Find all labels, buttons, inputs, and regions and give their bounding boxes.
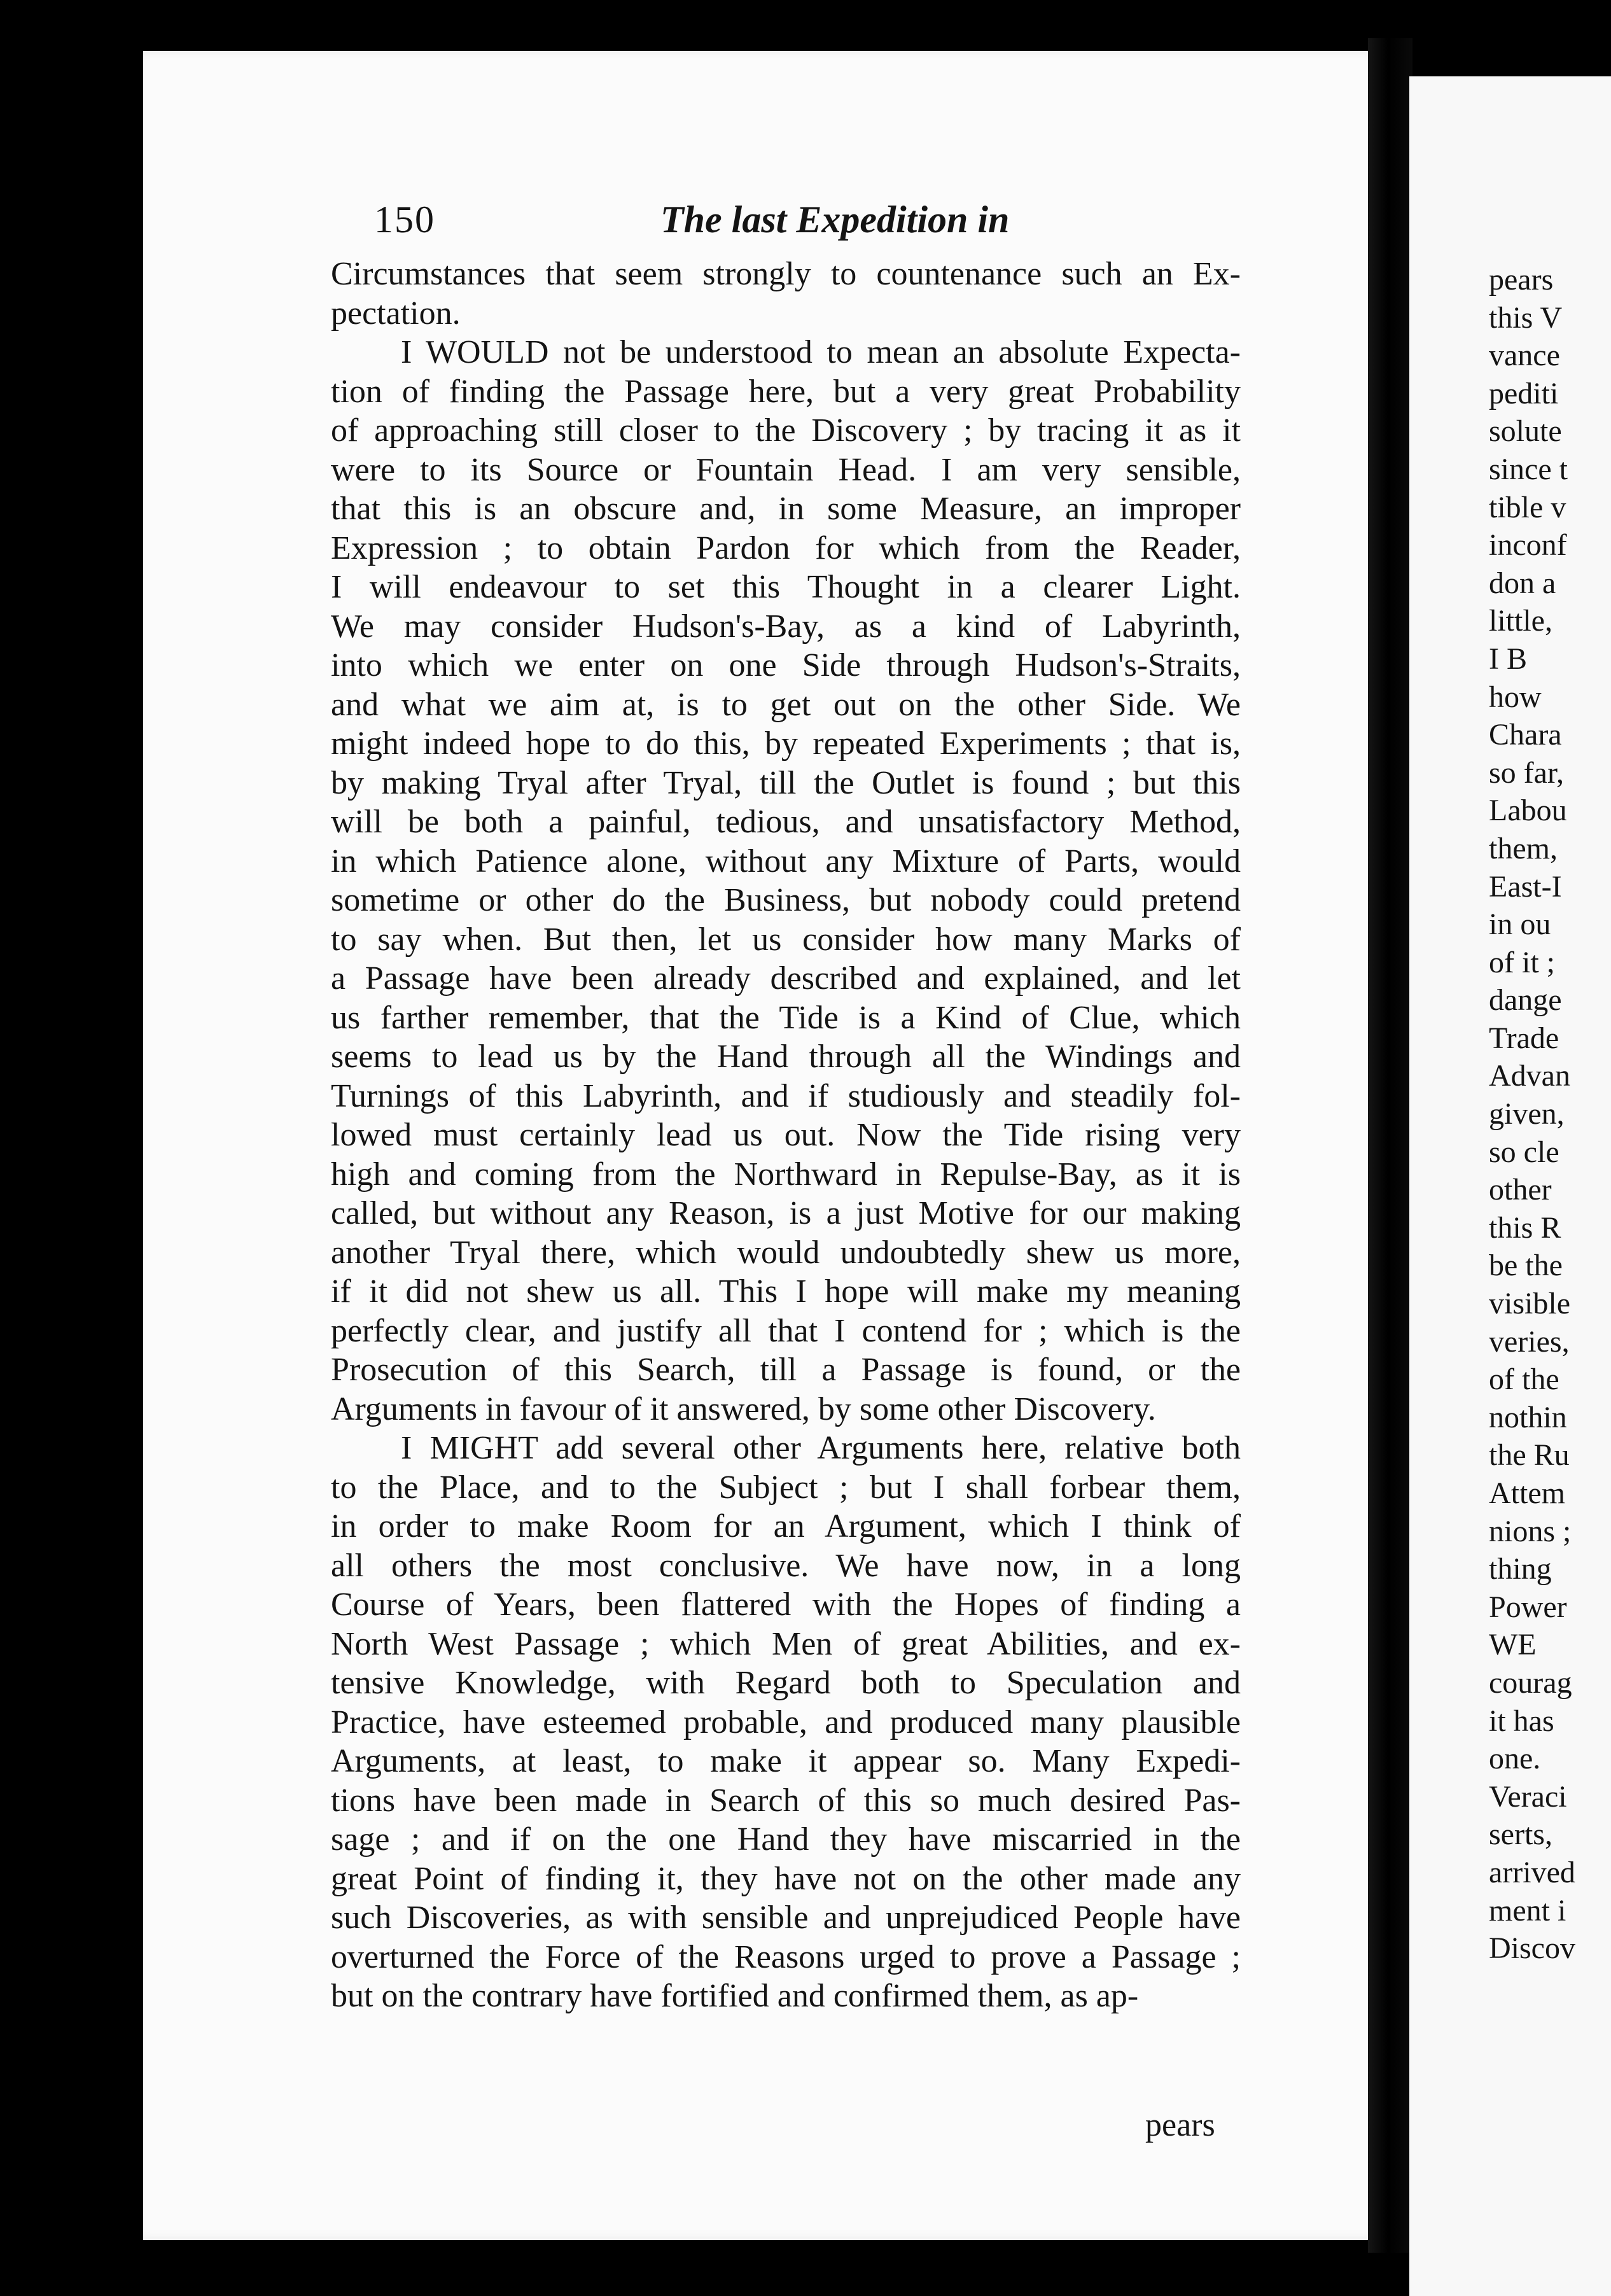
facing-page-text — [1489, 261, 1611, 1968]
facing-text-line: how — [1489, 680, 1542, 714]
facing-text-line: them, — [1489, 831, 1558, 865]
text-line: will be both a painful, tedious, and unsatisfactory Method, — [331, 804, 1241, 840]
facing-text-line: one. — [1489, 1742, 1541, 1776]
text-line: sometime or other do the Business, but nobody could pretend — [331, 882, 1241, 918]
text-line: might indeed hope to do this, by repeated Experiments ; that is, — [331, 725, 1241, 762]
text-line: tions have been made in Search of this so much desired Pas- — [331, 1782, 1241, 1819]
facing-text-line: Labou — [1489, 794, 1567, 828]
text-line: Practice, have esteemed probable, and produced many plausible — [331, 1704, 1241, 1740]
facing-text-line: in ou — [1489, 907, 1551, 942]
text-line: another Tryal there, which would undoubtedly shew us more, — [331, 1234, 1241, 1271]
facing-text-line: Attem — [1489, 1476, 1565, 1510]
text-line: called, but without any Reason, is a just Motive for our making — [331, 1195, 1241, 1231]
facing-text-line: so cle — [1489, 1135, 1559, 1169]
text-line: We may consider Hudson's-Bay, as a kind of Labyrinth, — [331, 608, 1241, 645]
facing-text-line: this V — [1489, 300, 1563, 335]
text-line: North West Passage ; which Men of great Abilities, and ex- — [331, 1625, 1241, 1662]
text-line: into which we enter on one Side through Hudson's-Straits, — [331, 647, 1241, 683]
facing-text-line: of the — [1489, 1362, 1559, 1397]
text-line: tensive Knowledge, with Regard both to Speculation and — [331, 1665, 1241, 1701]
text-line: all others the most conclusive. We have now, in a long — [331, 1547, 1241, 1584]
text-line: but on the contrary have fortified and confirmed them, as ap- — [331, 1978, 1139, 2014]
text-line: Arguments in favour of it answered, by some other Discovery. — [331, 1390, 1156, 1427]
page-number: 150 — [374, 199, 435, 241]
facing-text-line: so far, — [1489, 755, 1565, 790]
text-line: I MIGHT add several other Arguments here, relative both — [401, 1430, 1241, 1466]
running-title: The last Expedition in — [660, 199, 1010, 241]
facing-text-line: Trade — [1489, 1021, 1559, 1055]
facing-text-line: the Ru — [1489, 1438, 1570, 1473]
text-line: Prosecution of this Search, till a Passage is found, or the — [331, 1352, 1241, 1388]
facing-text-line: East-I — [1489, 869, 1562, 904]
text-line: if it did not shew us all. This I hope will make my meaning — [331, 1273, 1241, 1310]
facing-text-line: nions ; — [1489, 1514, 1572, 1548]
text-line: Turnings of this Labyrinth, and if studiously and steadily fol- — [331, 1077, 1241, 1114]
facing-text-line: inconf — [1489, 528, 1567, 563]
text-line: such Discoveries, as with sensible and unprejudiced People have — [331, 1900, 1241, 1936]
facing-text-line: Advan — [1489, 1059, 1570, 1093]
facing-text-line: vance — [1489, 339, 1560, 373]
text-line: in which Patience alone, without any Mixture of Parts, would — [331, 843, 1241, 879]
facing-text-line: it has — [1489, 1704, 1554, 1738]
facing-text-line: this R — [1489, 1210, 1561, 1245]
facing-text-line: Chara — [1489, 718, 1562, 752]
text-line: overturned the Force of the Reasons urged to prove a Passage ; — [331, 1938, 1241, 1975]
facing-text-line: other — [1489, 1173, 1552, 1207]
text-line: great Point of finding it, they have not on the other made any — [331, 1860, 1241, 1897]
text-line: pectation. — [331, 295, 461, 332]
text-line: us farther remember, that the Tide is a Kind of Clue, which — [331, 999, 1241, 1036]
text-line: lowed must certainly lead us out. Now the Tide rising very — [331, 1117, 1241, 1153]
facing-text-line: visible — [1489, 1287, 1570, 1321]
facing-text-line: courag — [1489, 1665, 1572, 1700]
facing-text-line: WE — [1489, 1628, 1537, 1662]
facing-text-line: pediti — [1489, 376, 1559, 410]
text-line: a Passage have been already described and explained, and let — [331, 960, 1241, 997]
facing-text-line: thing — [1489, 1552, 1552, 1586]
text-line: Expression ; to obtain Pardon for which from the Reader, — [331, 529, 1241, 566]
facing-text-line: veries, — [1489, 1324, 1570, 1359]
text-line: Arguments, at least, to make it appear so. Many Expedi- — [331, 1743, 1241, 1779]
facing-text-line: solute — [1489, 414, 1562, 449]
facing-text-line: pears — [1489, 263, 1554, 297]
text-line: Course of Years, been flattered with the Hopes of finding a — [331, 1586, 1241, 1623]
text-line: to say when. But then, let us consider how many Marks of — [331, 921, 1241, 958]
text-line: were to its Source or Fountain Head. I am very sensible, — [331, 451, 1241, 488]
facing-text-line: I B — [1489, 641, 1527, 676]
facing-text-line: dange — [1489, 983, 1562, 1018]
facing-text-line: arrived — [1489, 1855, 1575, 1889]
text-line: of approaching still closer to the Discovery ; by tracing it as it — [331, 412, 1241, 449]
facing-text-line: Power — [1489, 1590, 1567, 1624]
facing-text-line: little, — [1489, 604, 1552, 638]
text-line: I WOULD not be understood to mean an absolute Expecta- — [401, 334, 1241, 370]
book-gutter — [1368, 38, 1412, 2253]
text-line: sage ; and if on the one Hand they have miscarried in the — [331, 1821, 1241, 1858]
text-line: by making Tryal after Tryal, till the Outlet is found ; but this — [331, 764, 1241, 801]
text-line: I will endeavour to set this Thought in a clearer Light. — [331, 569, 1241, 605]
running-head — [374, 191, 1246, 248]
catchword: pears — [1145, 2107, 1215, 2143]
facing-text-line: of it ; — [1489, 945, 1555, 979]
facing-text-line: Discov — [1489, 1931, 1575, 1966]
facing-text-line: serts, — [1489, 1817, 1552, 1852]
text-line: high and coming from the Northward in Repulse-Bay, as it is — [331, 1156, 1241, 1193]
facing-text-line: Veraci — [1489, 1779, 1567, 1814]
facing-text-line: tible v — [1489, 490, 1566, 524]
text-line: to the Place, and to the Subject ; but I shall forbear them, — [331, 1469, 1241, 1506]
text-line: that this is an obscure and, in some Measure, an improper — [331, 491, 1241, 527]
text-line: perfectly clear, and justify all that I contend for ; which is the — [331, 1312, 1241, 1349]
facing-text-line: nothin — [1489, 1400, 1567, 1434]
facing-text-line: ment i — [1489, 1893, 1566, 1928]
text-line: in order to make Room for an Argument, which I think of — [331, 1508, 1241, 1544]
facing-text-line: be the — [1489, 1249, 1563, 1283]
body-text — [331, 255, 1241, 2016]
text-line: Circumstances that seem strongly to countenance such an Ex- — [331, 256, 1241, 292]
facing-text-line: don a — [1489, 566, 1556, 600]
text-line: seems to lead us by the Hand through all the Windings and — [331, 1039, 1241, 1075]
facing-text-line: given, — [1489, 1097, 1565, 1131]
facing-text-line: since t — [1489, 452, 1568, 486]
text-line: tion of finding the Passage here, but a very great Probability — [331, 373, 1241, 410]
text-line: and what we aim at, is to get out on the other Side. We — [331, 686, 1241, 723]
